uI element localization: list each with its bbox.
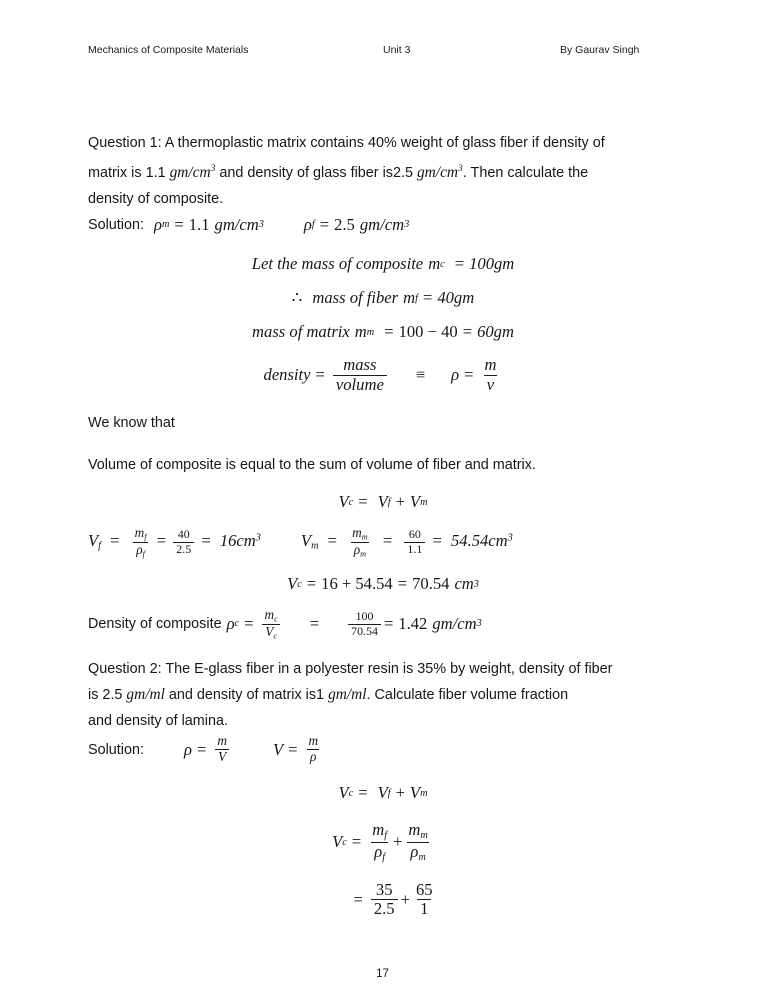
equation-vm: $V_m$ = $\frac{m_m}{\rho_m}$ = $\frac{60}{1.1}$ = $54.54cm^3$ [300,525,513,559]
equation-vc-total: V c = 16 + 54.54 = 70.54 cm 3 [287,574,479,594]
q2-l2-unit-2: gm/ml [328,686,367,704]
q2-l2-unit-1: gm/ml [126,686,165,704]
header-unit-label: Unit 3 [383,44,411,56]
equation-mass-of-composite: Let the mass of composite m c = 100gm [251,254,515,274]
equation-vf: $V_f$ = $\frac{m_f}{\rho_f}$ = $\frac{40}{2.5}$ = $16cm^3$ [88,525,261,559]
question-1-line-2 [88,156,678,186]
page-footer [0,968,765,980]
equation-vf-and-vm [88,526,678,558]
q2-l2-text-c: . Calculate fiber volume fraction [366,687,569,704]
q2-l2-text-a: is 2.5 [88,687,127,704]
document-body [88,130,678,919]
equation-q2-vc-fractions: V c = $\frac{m_f}{\rho_f}$ + $\frac{m_m}{\rho_m}$ [88,821,678,863]
rho-f-definition: ρ f = 2.5 gm/cm 3 [303,215,410,235]
fraction-m-over-v: $\frac{m}{v}$ [484,355,497,394]
fraction-mm-over-rhom: $\frac{m_m}{\rho_m}$ [352,525,368,559]
fraction-60-over-1p1: $\frac{60}{1.1}$ [404,528,425,556]
fraction-m-over-rho: $\frac{m}{\rho}$ [308,733,319,765]
we-know-that-line: We know that [88,415,175,432]
fraction-mf-over-rhof-q2: $\frac{m_f}{\rho_f}$ [372,820,388,863]
rho-m-definition: ρ m = 1.1 gm/cm 3 [154,215,264,235]
solution-label-1: Solution: [88,217,145,234]
solution-label-2: Solution: [88,741,145,758]
density-of-composite-label: Density of composite [88,616,222,633]
equation-q2-numeric: = $\frac{35}{2.5}$ + $\frac{65}{1}$ [88,881,678,919]
equation-mass-of-fiber: ∴ mass of fiber m f = 40gm [291,288,475,308]
fraction-m-over-V: $\frac{m}{V}$ [214,734,230,765]
fraction-mf-over-rhof: $\frac{m_f}{\rho_f}$ [134,525,147,559]
fraction-35-over-2p5: $\frac{35}{2.5}$ [371,881,398,919]
header-course-title: Mechanics of Composite Materials [88,44,249,56]
q1-l2-text-c: . Then calculate the [462,165,589,182]
identity-symbol: ≡ [415,365,426,385]
q2-l2-text-b: and density of matrix is1 [164,687,329,704]
equation-q2-vc-sum: V c = V f + V m [338,783,428,803]
header-author: By Gaurav Singh [560,44,640,56]
equation-density-definition: density = $\frac{\text{mass}}{\text{volume}}$ ≡ ρ = $\frac{m}{v}$ [88,356,678,394]
question-2-line-2 [88,682,678,708]
fraction-100-over-70p54: $\frac{100}{70.54}$ [348,610,381,638]
therefore-symbol: ∴ [291,288,303,308]
fraction-mc-over-vc: $\frac{m_c}{V_c}$ [261,608,280,640]
q1-l2-unit-2: $gm/cm^3$ [416,163,463,182]
fraction-mass-over-volume: $\frac{\text{mass}}{\text{volume}}$ [333,356,387,394]
page-header [88,44,678,62]
volume-rule-line: Volume of composite is equal to the sum of volume of fiber and matrix. [88,457,536,474]
question-1-line-3: density of composite. [88,191,224,208]
question-2-line-3: and density of lamina. [88,713,228,730]
question-2-solution-line [88,734,678,765]
q1-l2-text-a: matrix is 1.1 [88,165,170,182]
v-equals-m-over-rho: V = $\frac{m}{\rho}$ [273,734,324,765]
equation-mass-of-matrix: mass of matrix m m = 100 − 40 = 60gm [252,322,514,342]
equation-density-of-composite: Density of composite ρ c = $\frac{m_c}{V_c}$ = $\frac{100}{70.54}$ = 1.42 gm/cm 3 [88,607,482,641]
fraction-40-over-2p5: $\frac{40}{2.5}$ [173,528,194,556]
fraction-65-over-1: $\frac{65}{1}$ [415,879,433,919]
page-number: 17 [376,968,389,980]
fraction-mm-over-rhom-q2: $\frac{m_m}{\rho_m}$ [408,820,428,863]
question-1-solution-line [88,212,678,238]
question-1-line-1: Question 1: A thermoplastic matrix contains 40% weight of glass fiber if density of [88,135,605,151]
q1-l2-text-b: and density of glass fiber is2.5 [215,165,417,182]
q1-l2-unit-1: $gm/cm^3$ [169,163,216,182]
equation-vc-sum: V c = V f + V m [338,492,428,512]
question-2-line-1: Question 2: The E-glass fiber in a polyester resin is 35% by weight, density of fiber [88,661,613,678]
rho-equals-m-over-v: ρ = $\frac{m}{V}$ [184,734,233,765]
